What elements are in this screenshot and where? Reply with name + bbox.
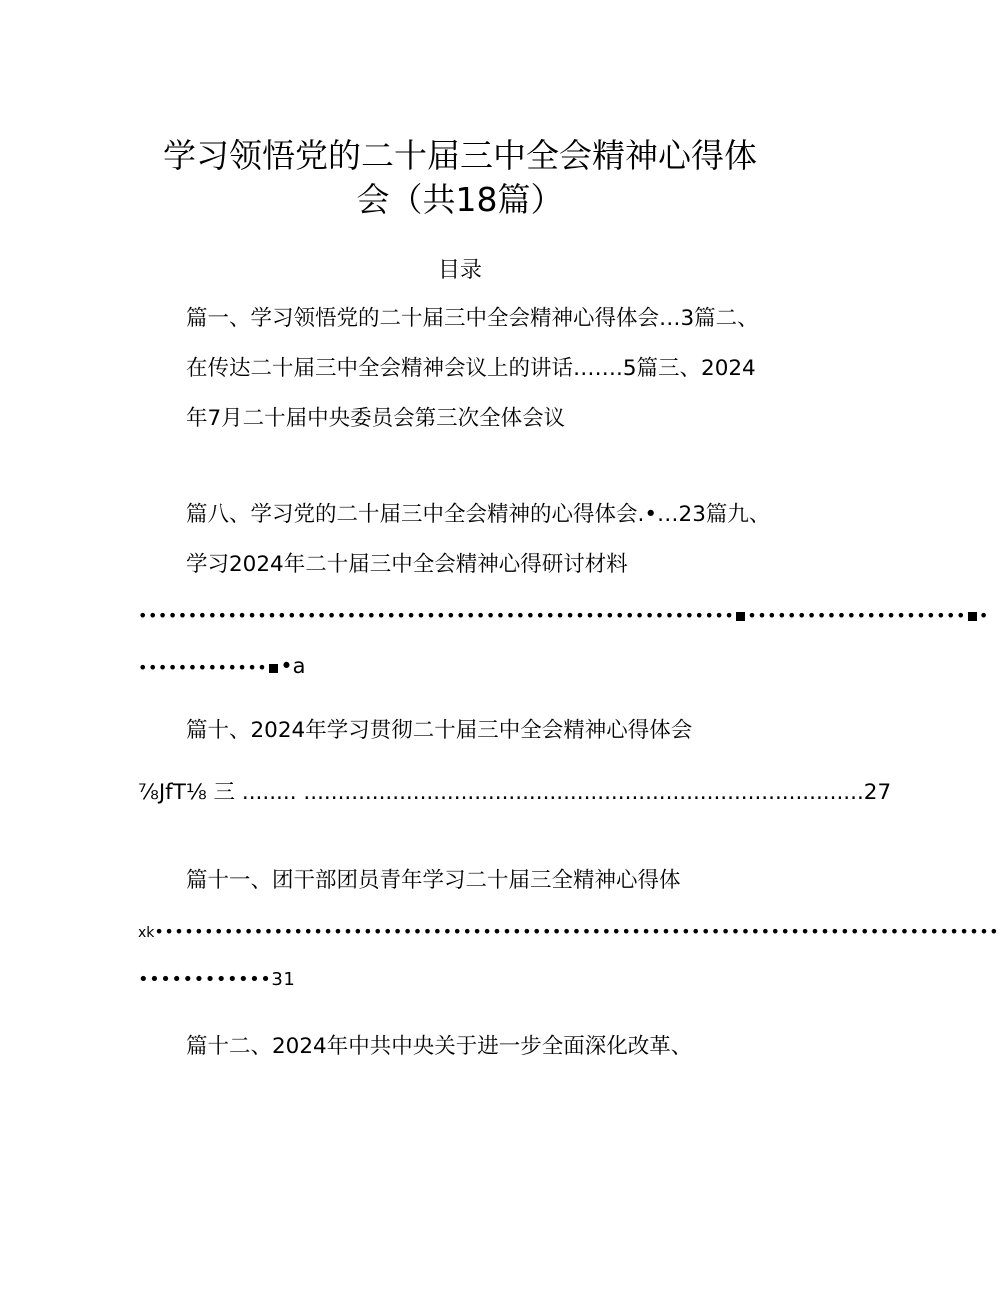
document-title-line-1: 学习领悟党的二十届三中全会精神心得体 xyxy=(163,136,757,175)
toc-heading: 目录 xyxy=(437,258,482,283)
leader-dots-segment: •••••••••••••••••••••• xyxy=(747,606,966,625)
leader-dots-segment: ••••••••••••••••••••••••••••••••••••••••••••••••••••••••••••••••••••••••••••••••••••• xyxy=(154,922,999,941)
toc-entry-10-line-1: 篇十、2024年学习贯彻二十届三中全会精神心得体会 xyxy=(186,718,693,743)
leader-dots-segment: ••••••••••••• xyxy=(138,658,268,677)
toc-entry-10-line-2: ⅞JfT⅛ 三 ........ ..................................................................................27 xyxy=(138,780,892,805)
toc-entry-8-line-2: 学习2024年二十届三中全会精神心得研讨材料 xyxy=(186,552,628,577)
leader-dots-segment: •••••••••••••••••••••••••••••••••••••••••••••••••••••••••••• xyxy=(138,606,735,625)
toc-entry-1-line-3: 年7月二十届中央委员会第三次全体会议 xyxy=(186,406,566,431)
toc-leader-dots-2 xyxy=(138,654,438,680)
toc-entry-12-line-1: 篇十二、2024年中共中央关于进一步全面深化改革、 xyxy=(186,1034,693,1059)
leader-dots-segment: • xyxy=(978,606,989,625)
garbled-prefix-text: xk xyxy=(138,925,155,941)
toc-entry-11-line-2 xyxy=(138,920,999,945)
leader-square-mark xyxy=(736,612,745,621)
document-title-line-2: 会（共18篇） xyxy=(356,180,564,219)
toc-entry-11-line-1: 篇十一、团干部团员青年学习二十届三全精神心得体 xyxy=(186,868,681,893)
leader-tail-text: •a xyxy=(280,654,306,678)
leader-square-mark xyxy=(269,664,278,673)
toc-entry-8-line-1: 篇八、学习党的二十届三中全会精神的心得体会.•…23篇九、 xyxy=(186,502,771,527)
toc-entry-1-line-2: 在传达二十届三中全会精神会议上的讲话…….5篇三、2024 xyxy=(186,356,756,381)
toc-entry-11-line-3: ••••••••••••31 xyxy=(138,969,296,990)
toc-entry-1-line-1: 篇一、学习领悟党的二十届三中全会精神心得体会…3篇二、 xyxy=(186,306,759,331)
leader-square-mark xyxy=(968,612,977,621)
toc-leader-dots-1 xyxy=(138,604,989,628)
